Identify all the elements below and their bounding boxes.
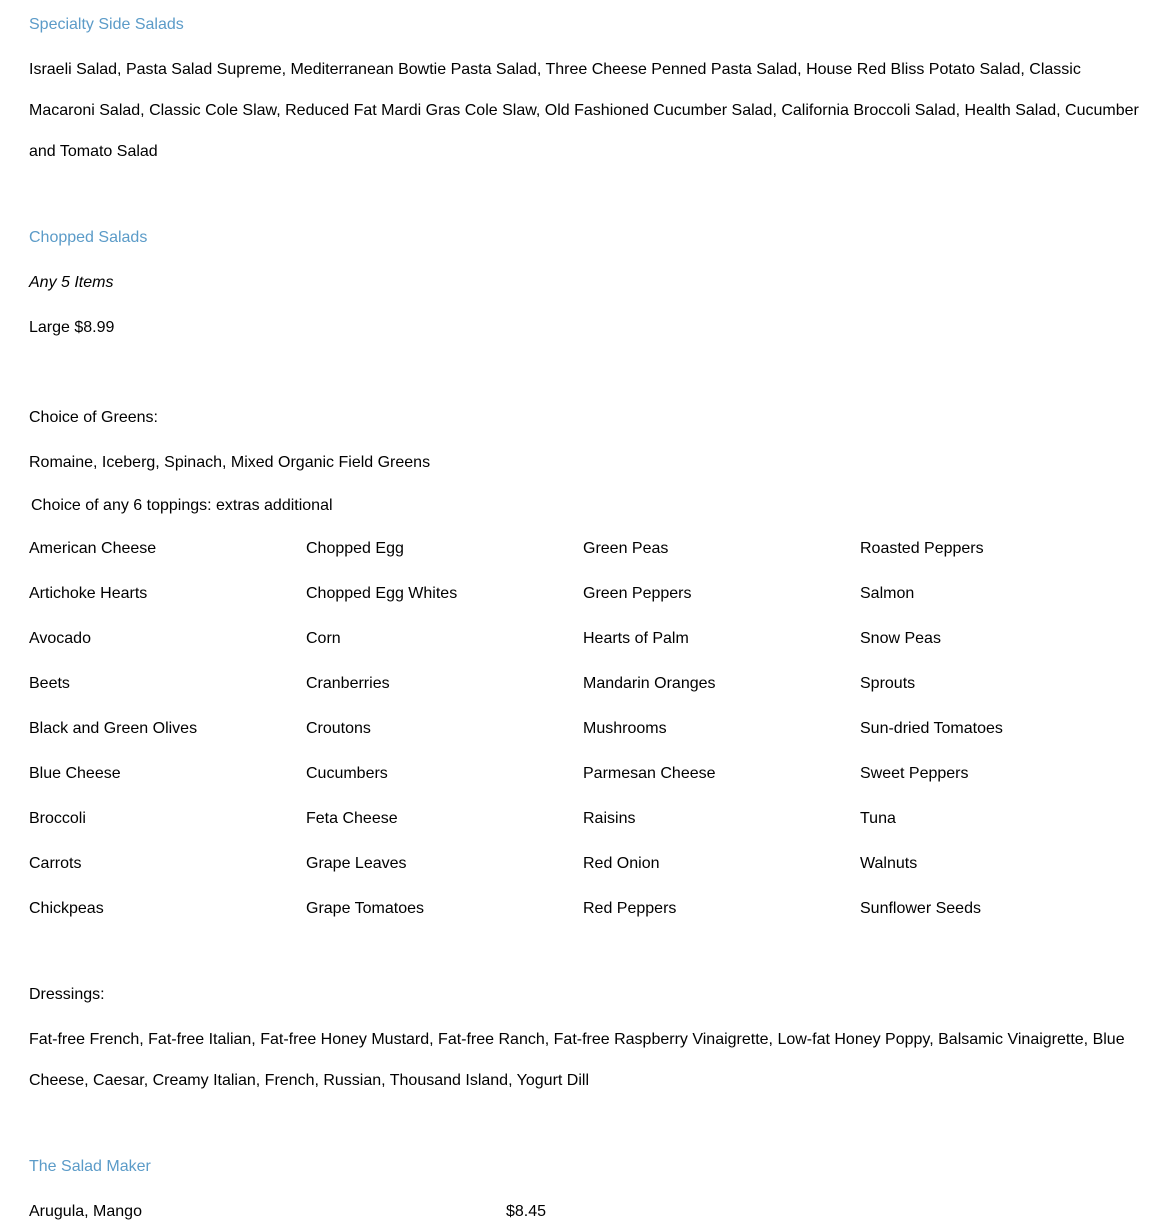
topping-item: Black and Green Olives — [29, 720, 198, 737]
specialty-side-salads-title: Specialty Side Salads — [29, 16, 184, 33]
chopped-salads-title: Chopped Salads — [29, 229, 148, 246]
topping-item: Broccoli — [29, 810, 86, 827]
topping-item: Artichoke Hearts — [29, 585, 148, 602]
dressings-list: Fat-free French, Fat-free Italian, Fat-free Honey Mustard, Fat-free Ranch, Fat-free Raspberry Vinaigrette, Low-fat Honey Poppy, Balsamic Vinaigrette, Blue Cheese, Caesar, Creamy Italian, French, Russian, Thousand Island, Yogurt Dill — [29, 1031, 1125, 1089]
toppings-heading: Choice of any 6 toppings: extras additional — [31, 497, 333, 514]
topping-item: Chopped Egg Whites — [306, 585, 458, 602]
topping-item: Hearts of Palm — [583, 630, 689, 647]
topping-item: Walnuts — [860, 855, 918, 872]
topping-item: Chopped Egg — [306, 540, 404, 557]
topping-item: Mushrooms — [583, 720, 667, 737]
topping-item: Green Peas — [583, 540, 669, 557]
topping-item: Salmon — [860, 585, 915, 602]
topping-item: Tuna — [860, 810, 896, 827]
topping-item: Beets — [29, 675, 70, 692]
topping-item: Sprouts — [860, 675, 916, 692]
topping-item: Raisins — [583, 810, 636, 827]
chopped-salads-price: Large $8.99 — [29, 319, 115, 336]
topping-item: Avocado — [29, 630, 91, 647]
specialty-side-salads-list: Israeli Salad, Pasta Salad Supreme, Mediterranean Bowtie Pasta Salad, Three Cheese Penned Pasta Salad, House Red Bliss Potato Salad, Classic Macaroni Salad, Classic Cole Slaw, Reduced Fat Mardi Gras Cole Slaw, Old Fashioned Cucumber Salad, California Broccoli Salad, Health Salad, Cucumber and Tomato Salad — [29, 61, 1139, 160]
dressings-heading: Dressings: — [29, 986, 105, 1003]
topping-item: Grape Tomatoes — [306, 900, 424, 917]
chopped-salads-subtitle: Any 5 Items — [29, 274, 114, 291]
greens-list: Romaine, Iceberg, Spinach, Mixed Organic Field Greens — [29, 454, 431, 471]
salad-maker-item-row — [29, 1202, 629, 1222]
salad-maker-title: The Salad Maker — [29, 1158, 151, 1175]
topping-item: Croutons — [306, 720, 371, 737]
topping-item: Blue Cheese — [29, 765, 121, 782]
topping-item: Sunflower Seeds — [860, 900, 981, 917]
topping-item: Roasted Peppers — [860, 540, 984, 557]
topping-item: Cucumbers — [306, 765, 388, 782]
topping-item: American Cheese — [29, 540, 157, 557]
topping-item: Snow Peas — [860, 630, 941, 647]
topping-item: Feta Cheese — [306, 810, 398, 827]
topping-item: Sweet Peppers — [860, 765, 969, 782]
topping-item: Grape Leaves — [306, 855, 407, 872]
topping-item: Red Onion — [583, 855, 660, 872]
topping-item: Sun-dried Tomatoes — [860, 720, 1003, 737]
topping-item: Parmesan Cheese — [583, 765, 716, 782]
toppings-grid — [29, 539, 1137, 944]
topping-item: Carrots — [29, 855, 82, 872]
topping-item: Cranberries — [306, 675, 390, 692]
greens-heading: Choice of Greens: — [29, 409, 158, 426]
topping-item: Green Peppers — [583, 585, 692, 602]
topping-item: Corn — [306, 630, 341, 647]
salad-maker-item-price: $8.45 — [506, 1203, 547, 1220]
topping-item: Red Peppers — [583, 900, 677, 917]
topping-item: Mandarin Oranges — [583, 675, 716, 692]
topping-item: Chickpeas — [29, 900, 104, 917]
salad-maker-item-name: Arugula, Mango — [29, 1203, 142, 1220]
